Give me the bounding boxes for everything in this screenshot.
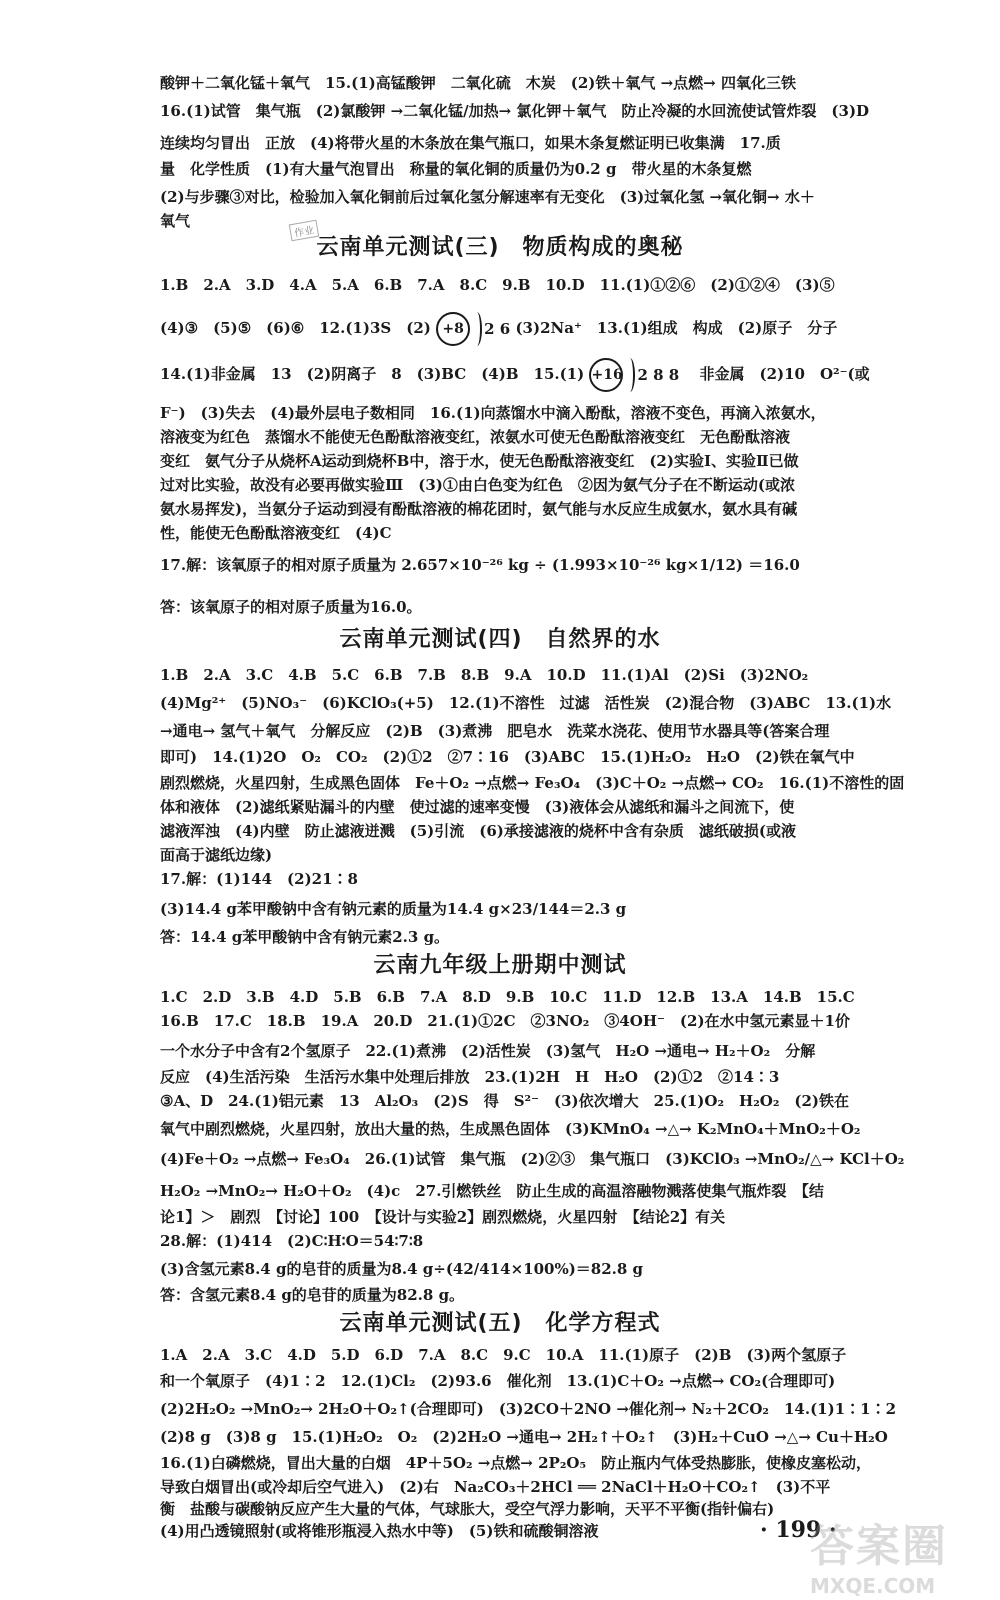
text-segment: (3)2Na⁺ 13.(1)组成 构成 (2)原子 分子 (515, 319, 838, 337)
text-line: 反应 (4)生活污染 生活污水集中处理后排放 23.(1)2H H H₂O (2)①2 ②14∶3 (160, 1068, 780, 1086)
text-line: 16.B 17.C 18.B 19.A 20.D 21.(1)①2C ②3NO₂ ③4OH⁻ (2)在水中氢元素显＋1价 (160, 1012, 850, 1030)
text-line (160, 358, 870, 392)
text-line: 连续均匀冒出 正放 (4)将带火星的木条放在集气瓶口，如果木条复燃证明已收集满 17.质 (160, 134, 781, 152)
text-line: ③A、D 24.(1)铝元素 13 Al₂O₃ (2)S 得 S²⁻ (3)依次增大 25.(1)O₂ H₂O₂ (2)铁在 (160, 1092, 850, 1110)
section-title-unit4: 云南单元测试(四) 自然界的水 (339, 627, 661, 652)
text-line: (3)14.4 g苯甲酸钠中含有钠元素的质量为14.4 g×23/144＝2.3 g (160, 900, 627, 918)
text-line: 性，能使无色酚酞溶液变红 (4)C (160, 524, 392, 542)
text-line: H₂O₂ →MnO₂→ H₂O＋O₂ (4)c 27.引燃铁丝 防止生成的高温溶融物溅落使集气瓶炸裂 【结 (160, 1182, 824, 1200)
text-line: (4)Mg²⁺ (5)NO₃⁻ (6)KClO₃(+5) 12.(1)不溶性 过滤 活性炭 (2)混合物 (3)ABC 13.(1)水 (160, 694, 892, 712)
text-line: 剧烈燃烧，火星四射，生成黑色固体 Fe＋O₂ →点燃→ Fe₃O₄ (3)C＋O₂ →点燃→ CO₂ 16.(1)不溶性的固 (160, 774, 905, 792)
text-line: 和一个氧原子 (4)1∶2 12.(1)Cl₂ (2)93.6 催化剂 13.(1)C＋O₂ →点燃→ CO₂(合理即可) (160, 1372, 836, 1390)
shell-arc (625, 358, 635, 392)
text-line: 氧气中剧烈燃烧，火星四射，放出大量的热，生成黑色固体 (3)KMnO₄ →△→ K₂MnO₄＋MnO₂＋O₂ (160, 1120, 861, 1138)
text-line: 答：该氧原子的相对原子质量为16.0。 (160, 598, 422, 616)
section-title-unit3: 云南单元测试(三) 物质构成的奥秘 (316, 235, 684, 260)
text-line: 导致白烟冒出(或冷却后空气进入) (2)右 Na₂CO₃＋2HCl ══ 2NaCl＋H₂O＋CO₂↑ (3)不平 (160, 1478, 831, 1496)
watermark-text: 答案圈 (810, 1521, 948, 1572)
text-line: 衡 盐酸与碳酸钠反应产生大量的气体，气球胀大，受空气浮力影响，天平不平衡(指针偏右) (160, 1500, 775, 1518)
text-line: (2)与步骤③对比，检验加入氧化铜前后过氧化氢分解速率有无变化 (3)过氧化氢 →氧化铜→ 水＋ (160, 188, 815, 206)
text-line: →通电→ 氢气＋氧气 分解反应 (2)B (3)煮沸 肥皂水 洗菜水浇花、使用节水器具等(答案合理 (160, 722, 830, 740)
text-line: 量 化学性质 (1)有大量气泡冒出 称量的氧化铜的质量仍为0.2 g 带火星的木条复燃 (160, 160, 752, 178)
text-line: 17.解：(1)144 (2)21∶8 (160, 870, 358, 888)
text-line: 17.解：该氧原子的相对原子质量为 2.657×10⁻²⁶ kg ÷ (1.993×10⁻²⁶ kg×1/12) ＝16.0 (160, 556, 800, 574)
text-line: (4)用凸透镜照射(或将锥形瓶浸入热水中等) (5)铁和硫酸铜溶液 (160, 1522, 599, 1540)
text-line: 1.B 2.A 3.D 4.A 5.A 6.B 7.A 8.C 9.B 10.D 11.(1)①②⑥ (2)①②④ (3)⑤ (160, 276, 835, 294)
nucleus: +8 (436, 312, 470, 346)
text-line: 1.C 2.D 3.B 4.D 5.B 6.B 7.A 8.D 9.B 10.C 11.D 12.B 13.A 14.B 15.C (160, 988, 855, 1006)
text-line: 溶液变为红色 蒸馏水不能使无色酚酞溶液变红，浓氨水可使无色酚酞溶液变红 无色酚酞溶液 (160, 428, 791, 446)
text-line: 氨水易挥发)，当氨分子运动到浸有酚酞溶液的棉花团时，氨气能与水反应生成氨水，氨水具有碱 (160, 500, 798, 518)
handwritten-stamp: 作业 (289, 220, 320, 242)
text-line: (2)8 g (3)8 g 15.(1)H₂O₂ O₂ (2)2H₂O →通电→ 2H₂↑＋O₂↑ (3)H₂＋CuO →△→ Cu＋H₂O (160, 1428, 888, 1446)
text-line: 酸钾＋二氧化锰＋氧气 15.(1)高锰酸钾 二氧化硫 木炭 (2)铁＋氧气 →点燃→ 四氧化三铁 (160, 74, 796, 92)
text-line: (2)2H₂O₂ →MnO₂→ 2H₂O＋O₂↑(合理即可) (3)2CO＋2NO →催化剂→ N₂＋2CO₂ 14.(1)1∶1∶2 (160, 1400, 897, 1418)
text-line: 面高于滤纸边缘) (160, 846, 273, 864)
watermark-logo (810, 1510, 990, 1600)
atom-structure-diagram (589, 358, 679, 392)
text-line: 答：14.4 g苯甲酸钠中含有钠元素2.3 g。 (160, 928, 450, 946)
nucleus: +16 (589, 358, 623, 392)
text-line: 变红 氨气分子从烧杯A运动到烧杯B中，溶于水，使无色酚酞溶液变红 (2)实验Ⅰ、实验Ⅱ已做 (160, 452, 799, 470)
text-line: (3)含氢元素8.4 g的皂苷的质量为8.4 g÷(42/414×100%)＝82.8 g (160, 1260, 644, 1278)
text-line: 1.B 2.A 3.C 4.B 5.C 6.B 7.B 8.B 9.A 10.D 11.(1)Al (2)Si (3)2NO₂ (160, 666, 809, 684)
text-line: 过对比实验，故没有必要再做实验Ⅲ (3)①由白色变为红色 ②因为氨气分子在不断运动(或浓 (160, 476, 795, 494)
text-line: 16.(1)试管 集气瓶 (2)氯酸钾 →二氧化锰/加热→ 氯化钾＋氧气 防止冷凝的水回流使试管炸裂 (3)D (160, 102, 870, 120)
section-title-unit5: 云南单元测试(五) 化学方程式 (339, 1311, 661, 1336)
text-line: 28.解：(1)414 (2)C∶H∶O＝54∶7∶8 (160, 1232, 424, 1250)
text-line: 1.A 2.A 3.C 4.D 5.D 6.D 7.A 8.C 9.C 10.A 11.(1)原子 (2)B (3)两个氢原子 (160, 1346, 847, 1364)
watermark-url: MXQE.COM (810, 1574, 936, 1598)
section-title-midterm: 云南九年级上册期中测试 (373, 953, 627, 978)
text-line: 答：含氢元素8.4 g的皂苷的质量为82.8 g。 (160, 1286, 465, 1304)
text-segment: 非金属 (2)10 O²⁻(或 (684, 365, 870, 383)
text-line: 氧气 (160, 212, 191, 230)
shell-arc (472, 312, 482, 346)
text-line (160, 312, 838, 346)
shell-electrons: 2 8 8 (637, 366, 680, 384)
text-line: 即可) 14.(1)2O O₂ CO₂ (2)①2 ②7∶16 (3)ABC 15.(1)H₂O₂ H₂O (2)铁在氧气中 (160, 748, 855, 766)
text-line: 体和液体 (2)滤纸紧贴漏斗的内壁 使过滤的速率变慢 (3)液体会从滤纸和漏斗之间流下，使 (160, 798, 795, 816)
text-line: 滤液浑浊 (4)内壁 防止滤液迸溅 (5)引流 (6)承接滤液的烧杯中含有杂质 滤纸破损(或液 (160, 822, 796, 840)
atom-structure-diagram (436, 312, 510, 346)
text-segment: (4)③ (5)⑤ (6)⑥ 12.(1)3S (2) (160, 319, 431, 337)
text-line: 论1】＞ 剧烈 【讨论】100 【设计与实验2】剧烈燃烧，火星四射 【结论2】有关 (160, 1208, 726, 1226)
text-line: (4)Fe＋O₂ →点燃→ Fe₃O₄ 26.(1)试管 集气瓶 (2)②③ 集气瓶口 (3)KClO₃ →MnO₂/△→ KCl＋O₂ (160, 1150, 905, 1168)
text-line: 一个水分子中含有2个氢原子 22.(1)煮沸 (2)活性炭 (3)氢气 H₂O →通电→ H₂＋O₂ 分解 (160, 1042, 816, 1060)
text-line: 16.(1)白磷燃烧，冒出大量的白烟 4P＋5O₂ →点燃→ 2P₂O₅ 防止瓶内气体受热膨胀，使橡皮塞松动， (160, 1454, 872, 1472)
text-segment: 14.(1)非金属 13 (2)阴离子 8 (3)BC (4)B 15.(1) (160, 365, 585, 383)
page-number: · 199 · (760, 1517, 837, 1543)
text-line: F⁻) (3)失去 (4)最外层电子数相同 16.(1)向蒸馏水中滴入酚酞，溶液不变色，再滴入浓氨水， (160, 404, 826, 422)
shell-electrons: 2 6 (484, 320, 511, 338)
